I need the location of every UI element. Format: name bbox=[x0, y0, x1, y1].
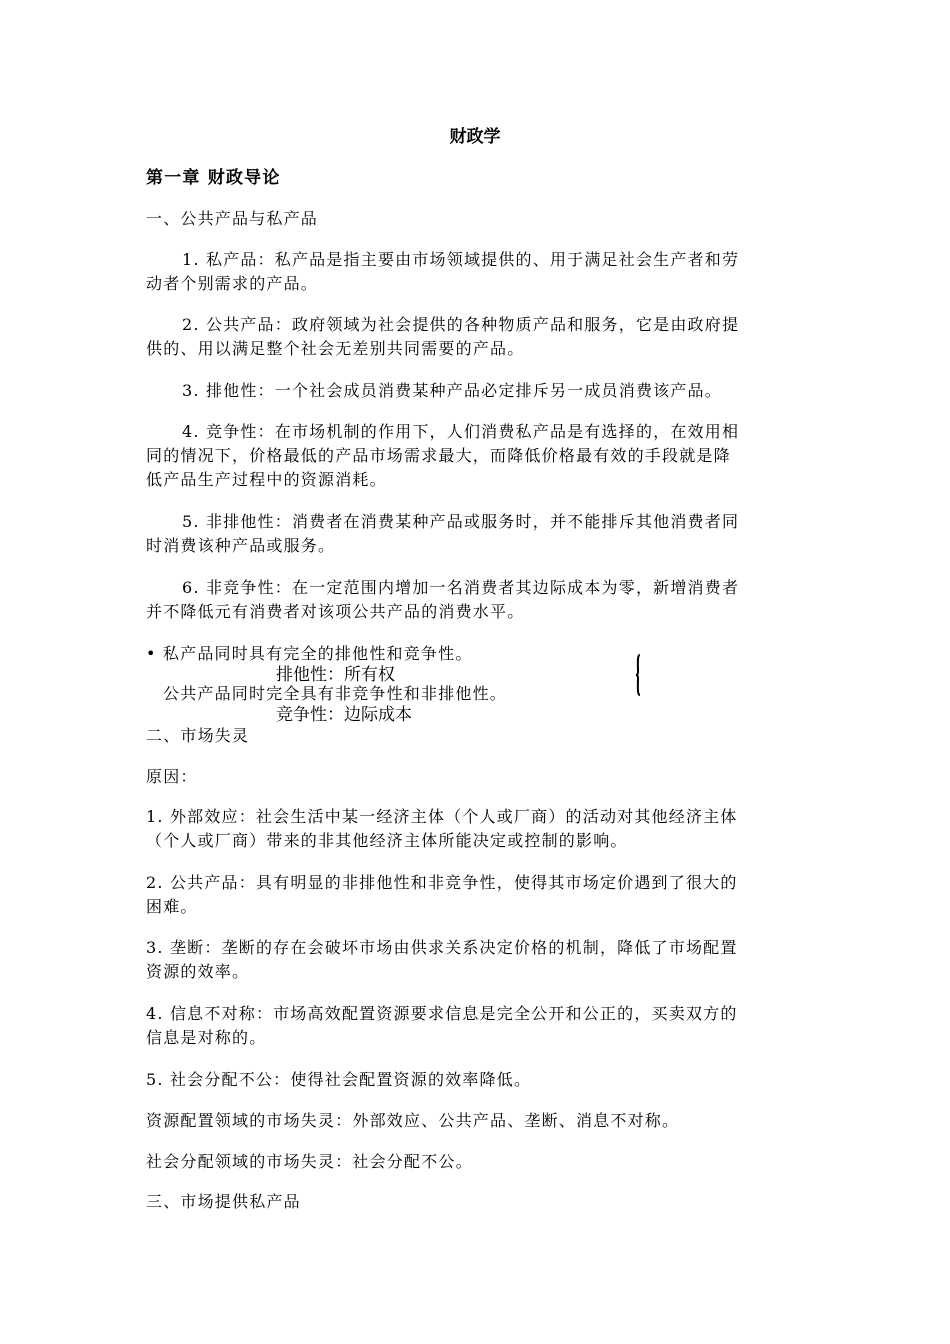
paragraph-rivalry: 4. 竞争性：在市场机制的作用下，人们消费私产品是有选择的，在效用相 bbox=[182, 422, 740, 441]
paragraph-public-goods-cont: 供的、用以满足整个社会无差别共同需要的产品。 bbox=[146, 339, 525, 358]
reason-monopoly-cont: 资源的效率。 bbox=[146, 962, 250, 981]
reason-externality-cont: （个人或厂商）带来的非其他经济主体所能决定或控制的影响。 bbox=[146, 831, 628, 850]
paragraph-rivalry-cont-2: 低产品生产过程中的资源消耗。 bbox=[146, 470, 387, 489]
summary-distribution: 社会分配领域的市场失灵：社会分配不公。 bbox=[146, 1152, 473, 1171]
reason-externality: 1. 外部效应：社会生活中某一经济主体（个人或厂商）的活动对其他经济主体 bbox=[146, 807, 738, 826]
paragraph-non-rivalry-cont: 并不降低元有消费者对该项公共产品的消费水平。 bbox=[146, 602, 525, 621]
reason-label: 原因： bbox=[146, 767, 198, 786]
paragraph-non-rivalry: 6. 非竞争性：在一定范围内增加一名消费者其边际成本为零，新增消费者 bbox=[182, 578, 740, 597]
paragraph-non-excludability: 5. 非排他性：消费者在消费某种产品或服务时，并不能排斥其他消费者同 bbox=[182, 512, 740, 531]
paragraph-public-goods: 2. 公共产品：政府领域为社会提供的各种物质产品和服务，它是由政府提 bbox=[182, 315, 740, 334]
bullet-private-goods: • 私产品同时具有完全的排他性和竞争性。 bbox=[146, 644, 473, 663]
chapter-heading: 第一章 财政导论 bbox=[146, 168, 281, 188]
reason-public-goods: 2. 公共产品：具有明显的非排他性和非竞争性，使得其市场定价遇到了很大的 bbox=[146, 873, 738, 892]
bullet-public-goods: 公共产品同时完全具有非竞争性和非排他性。 bbox=[163, 684, 508, 703]
section-heading-2: 二、市场失灵 bbox=[146, 726, 250, 745]
paragraph-excludability: 3. 排他性：一个社会成员消费某种产品必定排斥另一成员消费该产品。 bbox=[182, 381, 722, 400]
reason-public-goods-cont: 困难。 bbox=[146, 897, 198, 916]
paragraph-private-goods: 1. 私产品：私产品是指主要由市场领域提供的、用于满足社会生产者和劳 bbox=[182, 250, 740, 269]
reason-information-asymmetry-cont: 信息是对称的。 bbox=[146, 1028, 267, 1047]
reason-information-asymmetry: 4. 信息不对称：市场高效配置资源要求信息是完全公开和公正的，买卖双方的 bbox=[146, 1004, 738, 1023]
paragraph-private-goods-cont: 动者个别需求的产品。 bbox=[146, 274, 319, 293]
summary-allocation: 资源配置领域的市场失灵：外部效应、公共产品、垄断、消息不对称。 bbox=[146, 1111, 680, 1130]
reason-monopoly: 3. 垄断：垄断的存在会破坏市场由供求关系决定价格的机制，降低了市场配置 bbox=[146, 938, 738, 957]
paragraph-rivalry-cont-1: 同的情况下，价格最低的产品市场需求最大，而降低价格最有效的手段就是降 bbox=[146, 446, 731, 465]
note-excludability: 排他性：所有权 bbox=[276, 665, 395, 685]
note-rivalry: 竞争性：边际成本 bbox=[276, 705, 412, 725]
reason-unfair-distribution: 5. 社会分配不公：使得社会配置资源的效率降低。 bbox=[146, 1070, 532, 1089]
section-heading-1: 一、公共产品与私产品 bbox=[146, 209, 319, 228]
paragraph-non-excludability-cont: 时消费该种产品或服务。 bbox=[146, 536, 336, 555]
document-title: 财政学 bbox=[449, 127, 501, 147]
section-heading-3: 三、市场提供私产品 bbox=[146, 1192, 301, 1211]
brace-mark bbox=[636, 654, 640, 696]
